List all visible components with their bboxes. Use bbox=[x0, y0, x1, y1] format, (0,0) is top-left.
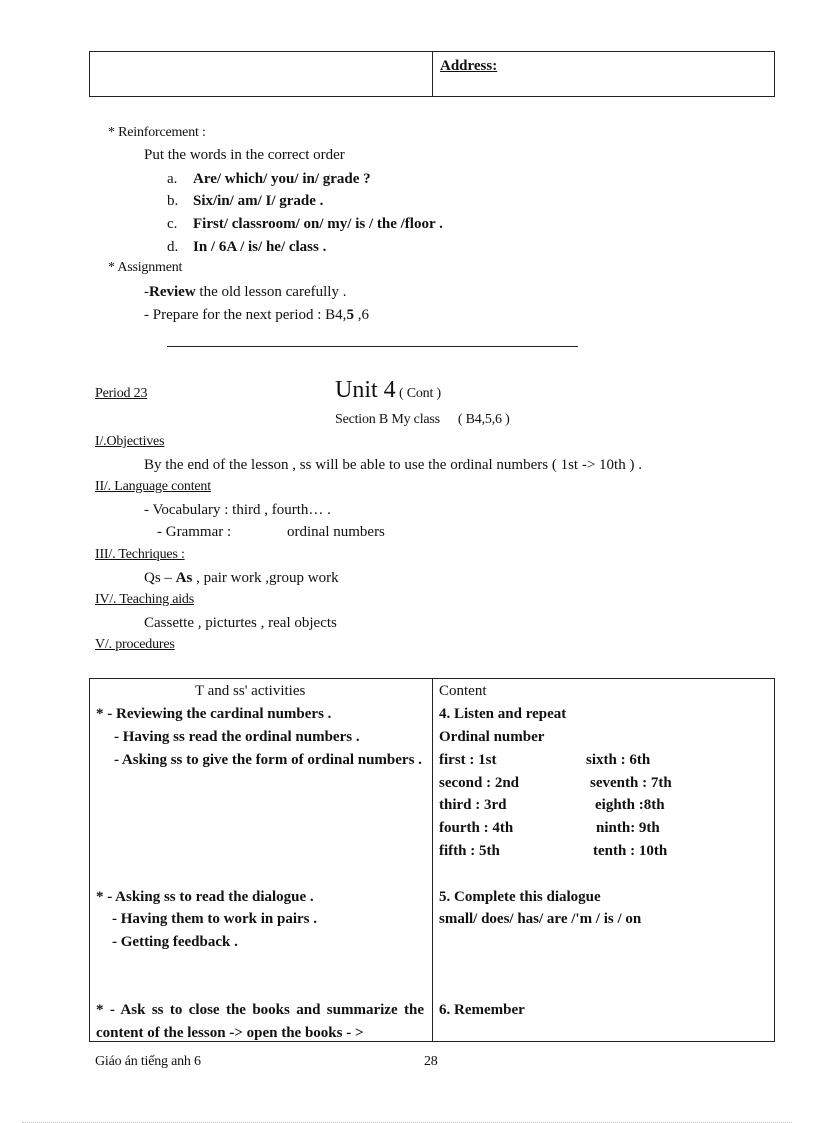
footer-title: Giáo án tiếng anh 6 bbox=[95, 1054, 201, 1069]
assignment-heading: * Assignment bbox=[108, 260, 183, 275]
dialogue-words: small/ does/ has/ are /'m / is / on bbox=[439, 911, 642, 927]
reinforcement-instruction: Put the words in the correct order bbox=[144, 147, 345, 163]
objectives-text: By the end of the lesson , ss will be able to use the ordinal numbers ( 1st -> 10th ) . bbox=[144, 457, 642, 473]
ordinal-item: tenth : 10th bbox=[593, 843, 668, 859]
vocabulary-line: - Vocabulary : third , fourth… . bbox=[144, 502, 331, 518]
ordinal-item: first : 1st bbox=[439, 752, 497, 768]
techniques-heading: III/. Techriques : bbox=[95, 547, 185, 562]
reinforcement-item-text: In / 6A / is/ he/ class . bbox=[193, 239, 327, 255]
assignment-line-2-bold: 5 bbox=[346, 307, 354, 323]
activity-line: - Having them to work in pairs . bbox=[112, 911, 318, 927]
ordinal-item: fourth : 4th bbox=[439, 820, 514, 836]
right-column-header: Content bbox=[439, 683, 487, 699]
grammar-label: - Grammar : bbox=[157, 524, 232, 540]
section-6-title: 6. Remember bbox=[439, 1002, 525, 1018]
section-title bbox=[335, 412, 510, 428]
activity-line: * - Ask ss to close the books and summarize the content of the lesson -> open the books - > bbox=[96, 1002, 424, 1041]
activity-table-divider bbox=[432, 679, 433, 1041]
activity-table bbox=[89, 678, 775, 1042]
reinforcement-item-text: First/ classroom/ on/ my/ is / the /floor . bbox=[193, 216, 443, 232]
ordinal-item: sixth : 6th bbox=[586, 752, 651, 768]
section-code: ( B4,5,6 ) bbox=[457, 412, 510, 427]
techniques-text bbox=[144, 570, 339, 587]
ordinal-item: fifth : 5th bbox=[439, 843, 500, 859]
assignment-line-2 bbox=[144, 307, 369, 324]
address-label: Address: bbox=[440, 58, 498, 74]
techniques-prefix: Qs – bbox=[144, 570, 176, 586]
activity-line: - Asking ss to give the form of ordinal numbers . bbox=[114, 752, 422, 768]
address-table bbox=[89, 51, 775, 97]
ordinal-item: third : 3rd bbox=[439, 797, 507, 813]
reinforcement-item-marker: a. bbox=[167, 171, 178, 187]
unit-title-suffix: ( Cont ) bbox=[395, 386, 441, 401]
activity-line: * - Asking ss to read the dialogue . bbox=[96, 889, 314, 905]
assignment-line-1 bbox=[144, 284, 346, 301]
ordinal-number-subtitle: Ordinal number bbox=[439, 729, 545, 745]
techniques-rest: , pair work ,group work bbox=[192, 570, 339, 586]
ordinal-item: ninth: 9th bbox=[596, 820, 660, 836]
ordinal-item: second : 2nd bbox=[439, 775, 520, 791]
reinforcement-item-marker: c. bbox=[167, 216, 178, 232]
unit-title bbox=[335, 377, 441, 404]
activity-line: * - Reviewing the cardinal numbers . bbox=[96, 706, 332, 722]
ordinal-item: eighth :8th bbox=[595, 797, 665, 813]
section-name: Section B My class bbox=[335, 412, 440, 427]
teaching-aids-heading: IV/. Teaching aids bbox=[95, 592, 194, 607]
reinforcement-item-marker: b. bbox=[167, 193, 179, 209]
grammar-value: ordinal numbers bbox=[287, 524, 385, 540]
activity-line: - Getting feedback . bbox=[112, 934, 238, 950]
assignment-line-2-end: ,6 bbox=[353, 307, 369, 323]
assignment-line-1-prefix: - bbox=[144, 284, 149, 300]
period-label: Period 23 bbox=[95, 386, 148, 401]
language-content-heading: II/. Language content bbox=[95, 479, 211, 494]
section-5-title: 5. Complete this dialogue bbox=[439, 889, 601, 905]
section-4-title: 4. Listen and repeat bbox=[439, 706, 567, 722]
activity-line: - Having ss read the ordinal numbers . bbox=[114, 729, 360, 745]
reinforcement-item-marker: d. bbox=[167, 239, 179, 255]
reinforcement-heading: * Reinforcement : bbox=[108, 125, 206, 140]
assignment-line-1-bold: Review bbox=[149, 284, 196, 300]
unit-title-text: Unit 4 bbox=[335, 377, 396, 403]
assignment-line-1-rest: the old lesson carefully . bbox=[195, 284, 347, 300]
page-number: 28 bbox=[424, 1054, 438, 1069]
left-column-header: T and ss' activities bbox=[195, 683, 306, 699]
ordinal-item: seventh : 7th bbox=[590, 775, 672, 791]
assignment-line-2-text: - Prepare for the next period : B4, bbox=[144, 307, 347, 323]
separator-line bbox=[167, 346, 578, 347]
reinforcement-item-text: Are/ which/ you/ in/ grade ? bbox=[193, 171, 371, 187]
address-table-divider bbox=[432, 52, 433, 96]
reinforcement-item-text: Six/in/ am/ I/ grade . bbox=[193, 193, 324, 209]
techniques-bold: As bbox=[175, 570, 193, 586]
procedures-heading: V/. procedures bbox=[95, 637, 175, 652]
objectives-heading: I/.Objectives bbox=[95, 434, 165, 449]
teaching-aids-text: Cassette , picturtes , real objects bbox=[144, 615, 337, 631]
